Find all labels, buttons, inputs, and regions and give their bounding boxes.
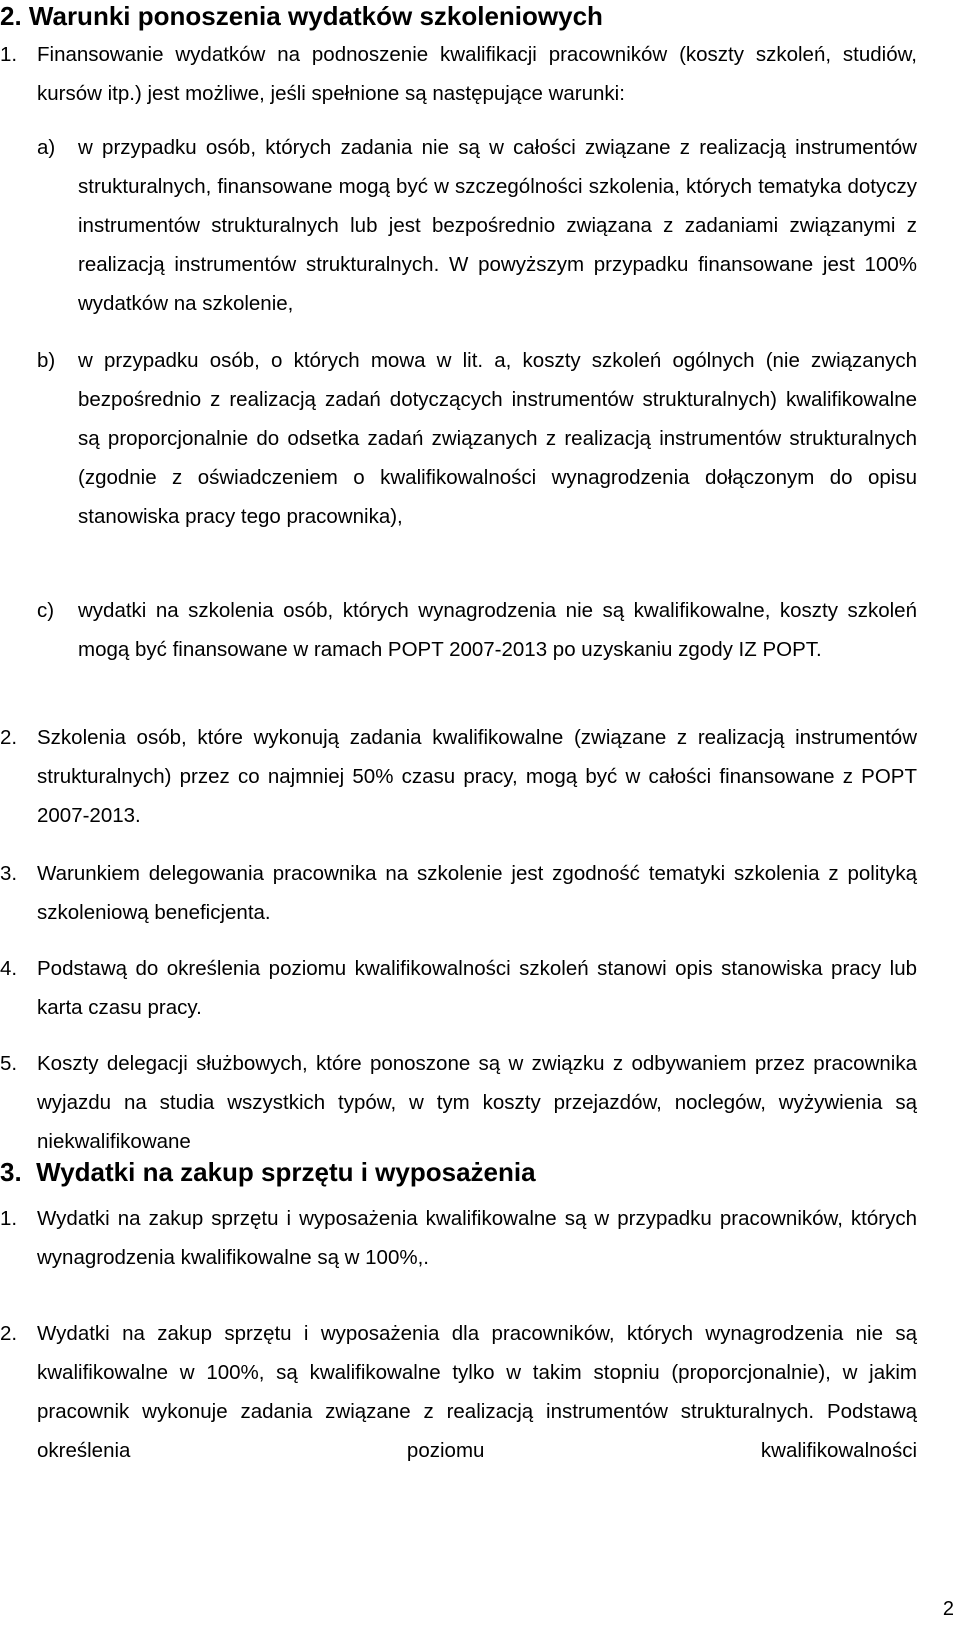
section-heading-2: 2. Warunki ponoszenia wydatków szkoleniowych bbox=[0, 1, 603, 31]
item-number: b) bbox=[37, 349, 56, 372]
paragraph-item-c: wydatki na szkolenia osób, których wynagrodzenia nie są kwalifikowalne, koszty szkoleń mogą być finansowane w ramach POPT 2007-2013 po uzyskaniu zgody IZ POPT. bbox=[78, 599, 917, 661]
section-heading-3: 3. Wydatki na zakup sprzętu i wyposażenia bbox=[0, 1157, 536, 1187]
paragraph-item-a: w przypadku osób, których zadania nie są w całości związane z realizacją instrumentów strukturalnych, finansowane mogą być w szczególności szkolenia, których tematyka dotyczy instrumentów strukturalnych lub jest bezpośrednio związana z zadaniami związanymi z realizacją instrumentów strukturalnych. W powyższym przypadku finansowane jest 100% wydatków na szkolenie, bbox=[78, 136, 917, 315]
paragraph-item-2: Szkolenia osób, które wykonują zadania kwalifikowalne (związane z realizacją instrumentów strukturalnych) przez co najmniej 50% czasu pracy, mogą być w całości finansowane z POPT 2007-2013. bbox=[37, 726, 917, 827]
item-number: 2. bbox=[0, 726, 18, 749]
item-number: 4. bbox=[0, 957, 18, 980]
paragraph-item-3: Warunkiem delegowania pracownika na szkolenie jest zgodność tematyki szkolenia z polityką szkoleniową beneficjenta. bbox=[37, 862, 917, 924]
paragraph-equipment-1: Wydatki na zakup sprzętu i wyposażenia kwalifikowalne są w przypadku pracowników, których wynagrodzenia kwalifikowalne są w 100%,. bbox=[37, 1207, 917, 1269]
paragraph-item-4: Podstawą do określenia poziomu kwalifikowalności szkoleń stanowi opis stanowiska pracy lub karta czasu pracy. bbox=[37, 957, 917, 1019]
item-number: 3. bbox=[0, 862, 18, 885]
item-number: c) bbox=[37, 599, 55, 622]
paragraph-equipment-2: Wydatki na zakup sprzętu i wyposażenia dla pracowników, których wynagrodzenia nie są kwalifikowalne w 100%, są kwalifikowalne tylko w takim stopniu (proporcjonalnie), w jakim pracownik wykonuje zadania związane z realizacją instrumentów strukturalnych. Podstawą określenia poziomu kwalifikowalności bbox=[37, 1322, 917, 1462]
item-number: a) bbox=[37, 136, 56, 159]
item-number: 1. bbox=[0, 43, 18, 66]
item-number: 2. bbox=[0, 1322, 18, 1345]
page-number: 2 bbox=[942, 1598, 954, 1620]
paragraph-financing-conditions: Finansowanie wydatków na podnoszenie kwalifikacji pracowników (koszty szkoleń, studiów, kursów itp.) jest możliwe, jeśli spełnione są następujące warunki: bbox=[37, 43, 917, 105]
paragraph-item-b: w przypadku osób, o których mowa w lit. a, koszty szkoleń ogólnych (nie związanych bezpośrednio z realizacją zadań dotyczących instrumentów strukturalnych) kwalifikowalne są proporcjonalnie do odsetka zadań związanych z realizacją instrumentów strukturalnych (zgodnie z oświadczeniem o kwalifikowalności wynagrodzenia dołączonym do opisu stanowiska pracy tego pracownika), bbox=[78, 349, 917, 528]
item-number: 1. bbox=[0, 1207, 18, 1230]
paragraph-item-5: Koszty delegacji służbowych, które ponoszone są w związku z odbywaniem przez pracownika wyjazdu na studia wszystkich typów, w tym koszty przejazdów, noclegów, wyżywienia są niekwalifikowane bbox=[37, 1052, 917, 1153]
item-number: 5. bbox=[0, 1052, 18, 1075]
